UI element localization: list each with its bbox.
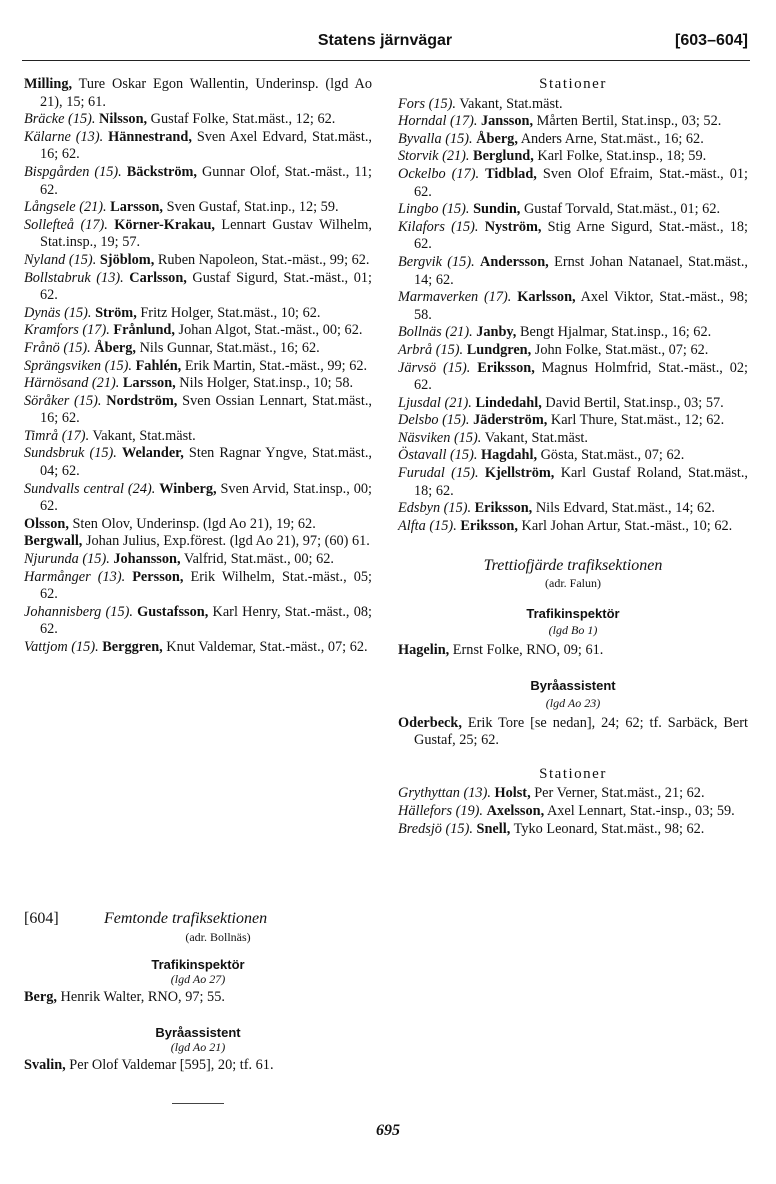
station-name: Timrå (17). [24, 427, 90, 444]
station-name: Lingbo (15). [398, 201, 470, 218]
person-name: Holst, [494, 785, 531, 802]
entry-details: Axel Viktor, Stat.-mäst., 98; 58. [414, 289, 748, 323]
person-name: Bergwall, [24, 533, 83, 550]
station-name: Vattjom (15). [24, 639, 99, 655]
list-item [398, 465, 748, 500]
entry-details: Karl Thure, Stat.mäst., 12; 62. [547, 412, 725, 429]
station-name: Alfta (15). [398, 517, 457, 534]
list-item [398, 395, 748, 413]
person-name: Körner-Krakau, [114, 216, 215, 233]
person-name: Johansson, [113, 551, 181, 568]
person-name: Jansson, [481, 113, 534, 130]
list-item [398, 500, 748, 518]
list-item [24, 428, 372, 446]
station-name: Sundsbruk (15). [24, 445, 117, 462]
section-title-34: Trettiofjärde trafiksektionen [483, 557, 663, 575]
list-item [24, 129, 372, 164]
person-name: Sjöblom, [99, 251, 155, 268]
person-name: Olsson, [24, 515, 69, 532]
section-address: (adr. Bollnäs) [185, 930, 251, 944]
list-item [24, 445, 372, 480]
station-name: Grythyttan (13). [398, 785, 491, 802]
entry-details: Bengt Hjalmar, Stat.insp., 16; 62. [516, 324, 712, 341]
person-name: Lundgren, [466, 341, 532, 358]
person-name: Åberg, [94, 339, 136, 356]
running-title: Statens järnvägar [317, 32, 453, 49]
right-station-list-2 [398, 785, 748, 838]
list-item [24, 358, 372, 376]
station-name: Sprängsviken (15). [24, 357, 132, 374]
person-name: Frånlund, [113, 322, 175, 339]
person-name: Tidblad, [485, 165, 537, 182]
list-item [398, 821, 748, 839]
person-name: Janby, [476, 324, 517, 341]
person-name: Karlsson, [517, 289, 576, 306]
station-name: Kilafors (15). [398, 218, 479, 235]
station-name: Söråker (15). [24, 392, 102, 409]
station-name: Bredsjö (15). [398, 820, 473, 837]
list-item [24, 217, 372, 252]
entry-details: Karl Johan Artur, Stat.-mäst., 10; 62. [517, 517, 733, 534]
list-item [24, 481, 372, 516]
list-item [24, 639, 372, 657]
person-name: Hagdahl, [481, 447, 538, 464]
assistent-grade-34: (lgd Ao 23) [545, 696, 601, 710]
left-section-604 [24, 908, 372, 1074]
entry-details: Gustaf Sigurd, Stat.-mäst., 01; 62. [40, 269, 372, 304]
assistent-heading: Byråassistent [155, 1024, 241, 1040]
page-header [22, 32, 748, 56]
entry-details: Ruben Napoleon, Stat.-mäst., 99; 62. [154, 251, 370, 268]
entry-details: Ernst Johan Natanael, Stat.mäst., 14; 62. [414, 253, 748, 288]
person-name: Winberg, [159, 480, 217, 497]
list-item [24, 270, 372, 305]
assistent-heading-34: Byråassistent [530, 678, 616, 694]
assistent-name-34: Oderbeck, [398, 714, 462, 731]
person-name: Eriksson, [460, 517, 518, 534]
entry-details: Sven Gustaf, Stat.inp., 12; 59. [163, 199, 339, 216]
entry-details: Valfrid, Stat.mäst., 00; 62. [180, 551, 334, 568]
list-item [398, 166, 748, 201]
entry-details: Karl Henry, Stat.-mäst., 08; 62. [40, 603, 372, 638]
person-name: Persson, [132, 568, 184, 585]
inspektor-entry [24, 989, 372, 1007]
inspektor-details-34: Ernst Folke, RNO, 09; 61. [449, 641, 604, 658]
entry-details: Stig Arne Sigurd, Stat.-mäst., 18; 62. [414, 218, 748, 253]
station-name: Härnösand (21). [24, 375, 120, 392]
station-name: Horndal (17). [398, 113, 478, 130]
station-name: Näsviken (15). [398, 429, 482, 446]
list-item [24, 199, 372, 217]
station-name: Arbrå (15). [398, 341, 464, 358]
entry-details: Vakant, Stat.mäst. [484, 429, 588, 446]
list-item [24, 252, 372, 270]
entry-details: Vakant, Stat.mäst. [459, 95, 563, 112]
list-item [24, 111, 372, 129]
person-name: Carlsson, [129, 269, 187, 286]
section-number: [604] [24, 910, 59, 927]
entry-details: Vakant, Stat.mäst. [92, 427, 196, 444]
list-item [24, 516, 372, 534]
entry-details: Sven Ossian Lennart, Stat.mäst., 16; 62. [40, 392, 372, 427]
station-name: Hällefors (19). [398, 802, 483, 819]
person-name: Berggren, [102, 639, 163, 655]
entry-details: Magnus Holmfrid, Stat.-mäst., 02; 62. [414, 359, 748, 394]
list-item [398, 785, 748, 803]
assistent-grade: (lgd Ao 21) [170, 1039, 226, 1054]
entry-details: Karl Gustaf Roland, Stat.mäst., 18; 62. [414, 465, 749, 499]
list-item [24, 340, 372, 358]
person-name: Berglund, [473, 148, 534, 165]
person-name: Welander, [121, 445, 184, 462]
entry-details: Per Verner, Stat.mäst., 21; 62. [530, 785, 705, 802]
person-name: Milling, [24, 76, 73, 92]
entry-details: Sven Olof Efraim, Stat.-mäst., 01; 62. [414, 165, 748, 200]
list-item [24, 375, 372, 393]
list-item [398, 254, 748, 289]
section-range: [603–604] [675, 32, 748, 49]
station-name: Kramfors (17). [24, 322, 110, 339]
right-column [398, 76, 748, 838]
stationer-heading-2: Stationer [539, 765, 607, 782]
entry-details: Johan Julius, Exp.förest. (lgd Ao 21), 97; (60) 61. [82, 533, 370, 550]
station-name: Delsbo (15). [398, 412, 470, 429]
entry-details: David Bertil, Stat.insp., 03; 57. [541, 394, 724, 411]
list-item [398, 342, 748, 360]
list-item [398, 96, 748, 114]
station-name: Furudal (15). [398, 465, 479, 482]
entry-details: Nils Gunnar, Stat.mäst., 16; 62. [136, 339, 320, 356]
assistent-entry-34 [398, 715, 748, 750]
entry-details: Gunnar Olof, Stat.-mäst., 11; 62. [40, 163, 372, 198]
entry-details: Johan Algot, Stat.-mäst., 00; 62. [174, 322, 363, 339]
section-address-34: (adr. Falun) [545, 576, 601, 591]
list-item [24, 604, 372, 639]
station-name: Dynäs (15). [24, 304, 92, 321]
list-item [398, 430, 748, 448]
station-name: Bispgården (15). [24, 163, 122, 180]
list-item [24, 322, 372, 340]
list-item [398, 803, 748, 821]
entry-details: Erik Martin, Stat.-mäst., 99; 62. [181, 357, 368, 374]
inspektor-name: Berg, [24, 989, 57, 1005]
station-name: Storvik (21). [398, 148, 470, 165]
inspektor-heading-34: Trafikinspektör [526, 605, 620, 621]
person-name: Andersson, [480, 253, 549, 270]
person-name: Sundin, [473, 201, 521, 218]
entry-details: Fritz Holger, Stat.mäst., 10; 62. [136, 304, 321, 321]
list-item [398, 201, 748, 219]
person-name: Snell, [476, 820, 511, 837]
entry-details: Axel Lennart, Stat.-insp., 03; 59. [544, 802, 735, 819]
station-name: Sundvalls central (24). [24, 480, 156, 497]
station-name: Byvalla (15). [398, 130, 473, 147]
list-item [398, 219, 748, 254]
list-item [24, 569, 372, 604]
list-item [398, 289, 748, 324]
inspektor-grade-34: (lgd Bo 1) [548, 623, 598, 638]
list-item [398, 447, 748, 465]
inspektor-grade: (lgd Ao 27) [170, 972, 226, 986]
page-number: 695 [376, 1122, 400, 1139]
person-name: Larsson, [122, 375, 176, 392]
list-item [24, 164, 372, 199]
person-name: Nyström, [484, 218, 542, 235]
entry-details: Anders Arne, Stat.mäst., 16; 62. [517, 130, 704, 147]
header-rule [22, 60, 750, 61]
list-item [398, 131, 748, 149]
entry-details: Knut Valdemar, Stat.-mäst., 07; 62. [162, 639, 368, 655]
list-item [24, 551, 372, 569]
stationer-heading: Stationer [539, 76, 607, 92]
station-name: Järvsö (15). [398, 359, 471, 376]
left-column [24, 76, 372, 657]
station-name: Bollnäs (21). [398, 324, 473, 341]
section-title: Femtonde trafiksektionen [104, 910, 268, 927]
entry-details: John Folke, Stat.mäst., 07; 62. [531, 341, 709, 358]
person-name: Eriksson, [474, 500, 533, 517]
person-name: Åberg, [476, 130, 518, 147]
station-name: Edsbyn (15). [398, 500, 472, 517]
list-item [398, 412, 748, 430]
inspektor-details: Henrik Walter, RNO, 97; 55. [56, 989, 225, 1005]
station-name: Ockelbo (17). [398, 165, 480, 182]
station-name: Harmånger (13). [24, 568, 126, 585]
person-name: Jäderström, [473, 412, 548, 429]
station-name: Frånö (15). [24, 339, 91, 356]
entry-details: Sven Axel Edvard, Stat.mäst., 16; 62. [40, 128, 372, 163]
person-name: Hännestrand, [108, 128, 192, 145]
station-name: Bräcke (15). [24, 111, 96, 128]
list-item [398, 148, 748, 166]
station-name: Långsele (21). [24, 199, 107, 216]
end-rule [172, 1103, 224, 1104]
list-item [398, 518, 748, 536]
entry-details: Sten Ragnar Yngve, Stat.mäst., 04; 62. [40, 445, 372, 480]
entry-details: Gustaf Folke, Stat.mäst., 12; 62. [147, 111, 336, 128]
entry-details: Karl Folke, Stat.insp., 18; 59. [533, 148, 707, 165]
assistent-details: Per Olof Valdemar [595], 20; tf. 61. [65, 1056, 274, 1073]
assistent-details-34: Erik Tore [se nedan], 24; 62; tf. Sarbäck, Bert Gustaf, 25; 62. [414, 714, 748, 749]
person-name: Eriksson, [477, 359, 535, 376]
entry-details: Sten Olov, Underinsp. (lgd Ao 21), 19; 62. [68, 515, 316, 532]
entry-details: Gösta, Stat.mäst., 07; 62. [537, 447, 685, 464]
person-name: Ström, [95, 304, 137, 321]
station-name: Östavall (15). [398, 447, 478, 464]
station-name: Johannisberg (15). [24, 603, 133, 620]
person-name: Lindedahl, [475, 394, 542, 411]
person-name: Bäckström, [126, 163, 198, 180]
list-item [24, 305, 372, 323]
entry-details: Mårten Bertil, Stat.insp., 03; 52. [533, 113, 722, 130]
inspektor-name-34: Hagelin, [398, 641, 450, 658]
person-name: Nilsson, [99, 111, 148, 128]
person-name: Fahlén, [135, 357, 182, 374]
station-name: Bergvik (15). [398, 253, 475, 270]
list-item [398, 360, 748, 395]
station-name: Kälarne (13). [24, 128, 104, 145]
right-station-list [398, 96, 748, 536]
inspektor-heading: Trafikinspektör [151, 957, 245, 972]
person-name: Axelsson, [486, 802, 545, 819]
station-name: Sollefteå (17). [24, 216, 108, 233]
station-name: Marmaverken (17). [398, 289, 512, 306]
assistent-name: Svalin, [24, 1056, 66, 1073]
entry-details: Ture Oskar Egon Wallentin, Underinsp. (lgd Ao 21), 15; 61. [40, 76, 372, 110]
entry-details: Erik Wilhelm, Stat.-mäst., 05; 62. [40, 568, 372, 603]
station-name: Fors (15). [398, 95, 456, 112]
list-item [24, 393, 372, 428]
inspektor-entry-34 [398, 642, 748, 660]
entry-details: Sven Arvid, Stat.insp., 00; 62. [40, 480, 372, 515]
list-item [24, 533, 372, 551]
entry-details: Nils Holger, Stat.insp., 10; 58. [175, 375, 354, 392]
station-name: Njurunda (15). [24, 551, 110, 568]
entry-details: Tyko Leonard, Stat.mäst., 98; 62. [510, 820, 705, 837]
person-name: Nordström, [106, 392, 178, 409]
list-item [398, 324, 748, 342]
person-name: Gustafsson, [137, 603, 209, 620]
list-item [24, 76, 372, 111]
entry-details: Gustaf Torvald, Stat.mäst., 01; 62. [520, 201, 721, 218]
entry-details: Nils Edvard, Stat.mäst., 14; 62. [532, 500, 715, 517]
person-name: Kjellström, [484, 465, 555, 482]
list-item [398, 113, 748, 131]
entry-details: Lennart Gustav Wilhelm, Stat.insp., 19; 57. [40, 216, 372, 251]
station-name: Nyland (15). [24, 251, 97, 268]
station-name: Bollstabruk (13). [24, 269, 124, 286]
person-name: Larsson, [110, 199, 164, 216]
assistent-entry [24, 1057, 372, 1075]
station-name: Ljusdal (21). [398, 394, 472, 411]
